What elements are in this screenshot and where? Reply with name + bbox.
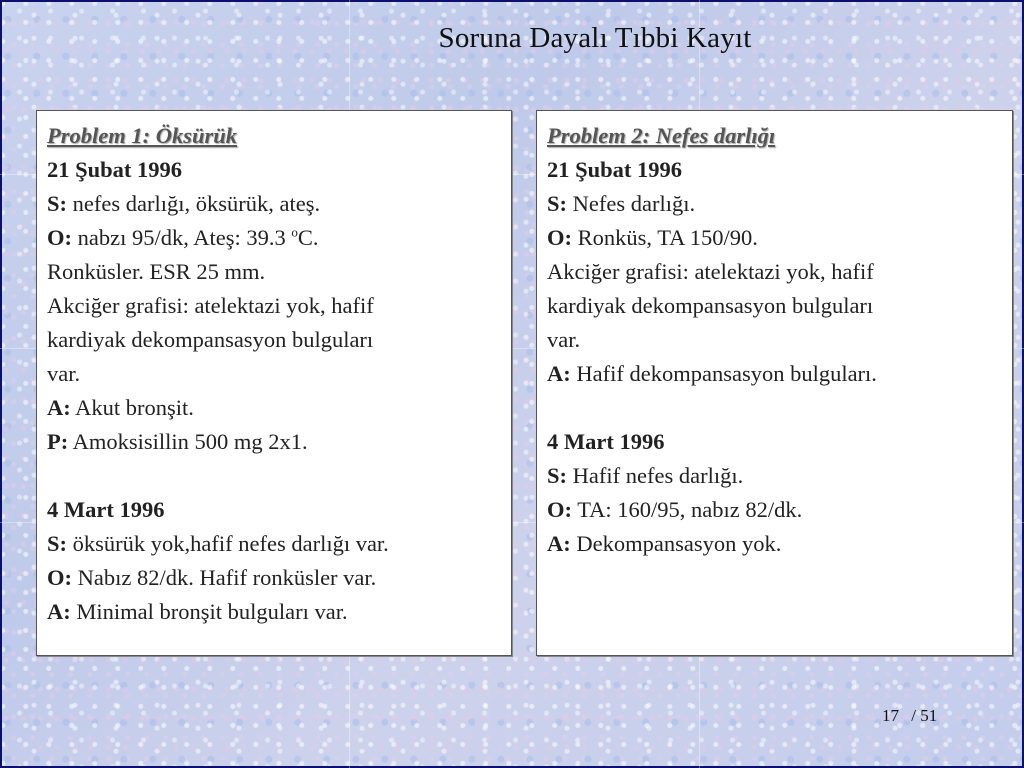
soap-text: nefes darlığı, öksürük, ateş. [67, 191, 321, 216]
soap-text: Akut bronşit. [70, 395, 194, 420]
slide-pager [882, 706, 937, 726]
xray-line: var. [47, 361, 81, 386]
degree-sup: o [291, 224, 298, 240]
subjective-line [547, 187, 1002, 221]
soap-text: Dekompansasyon yok. [570, 531, 782, 556]
page-current: 17 [882, 706, 899, 725]
entry-date: 4 Mart 1996 [547, 429, 665, 454]
page-separator: / [911, 706, 916, 725]
soap-label: S: [547, 463, 568, 488]
soap-label: P: [47, 429, 69, 454]
slide-title: Soruna Dayalı Tıbbi Kayıt [438, 22, 752, 54]
soap-text: Hafif nefes darlığı. [567, 463, 744, 488]
objective-line [547, 221, 1002, 255]
soap-label: O: [547, 225, 572, 250]
soap-text: Nabız 82/dk. Hafif ronküsler var. [72, 565, 377, 590]
subjective-line [47, 527, 501, 561]
objective-line [47, 221, 501, 255]
problem-1-panel [36, 110, 512, 656]
assessment-line [547, 527, 1002, 561]
xray-line: kardiyak dekompansasyon bulguları [547, 293, 874, 318]
problem-2-panel [536, 110, 1013, 656]
soap-text: Nefes darlığı. [567, 191, 696, 216]
problem-1-heading: Problem 1: Öksürük [47, 123, 238, 148]
soap-text: nabzı 95/dk, Ateş: 39.3 [72, 225, 292, 250]
soap-text: Ronküs, TA 150/90. [572, 225, 758, 250]
soap-text: Hafif dekompansasyon bulguları. [570, 361, 877, 386]
soap-label: O: [47, 565, 72, 590]
plan-line [47, 425, 501, 459]
soap-label: S: [47, 531, 68, 556]
soap-label: A: [547, 531, 571, 556]
page-total: 51 [920, 706, 938, 725]
xray-line: kardiyak dekompansasyon bulguları [47, 327, 374, 352]
xray-line: Akciğer grafisi: atelektazi yok, hafif [47, 293, 374, 318]
assessment-line [547, 357, 1002, 391]
subjective-line [47, 187, 501, 221]
soap-text: Minimal bronşit bulguları var. [70, 599, 348, 624]
soap-text: C. [297, 225, 319, 250]
entry-date: 21 Şubat 1996 [547, 157, 683, 182]
objective-line [547, 493, 1002, 527]
soap-text: TA: 160/95, nabız 82/dk. [572, 497, 803, 522]
soap-label: S: [547, 191, 568, 216]
assessment-line [47, 391, 501, 425]
assessment-line [47, 595, 501, 629]
soap-label: O: [47, 225, 72, 250]
xray-line: var. [547, 327, 581, 352]
soap-label: A: [47, 395, 71, 420]
soap-label: O: [547, 497, 572, 522]
entry-date: 4 Mart 1996 [47, 497, 165, 522]
soap-label: A: [47, 599, 71, 624]
spacer [547, 391, 1002, 425]
spacer [47, 459, 501, 493]
entry-date: 21 Şubat 1996 [47, 157, 183, 182]
xray-line: Akciğer grafisi: atelektazi yok, hafif [547, 259, 874, 284]
objective-line [47, 561, 501, 595]
soap-text: Amoksisillin 500 mg 2x1. [68, 429, 308, 454]
soap-text: öksürük yok,hafif nefes darlığı var. [67, 531, 389, 556]
subjective-line [547, 459, 1002, 493]
objective-line-cont: Ronküsler. ESR 25 mm. [47, 259, 266, 284]
problem-2-heading: Problem 2: Nefes darlığı [547, 123, 776, 148]
soap-label: S: [47, 191, 68, 216]
soap-label: A: [547, 361, 571, 386]
